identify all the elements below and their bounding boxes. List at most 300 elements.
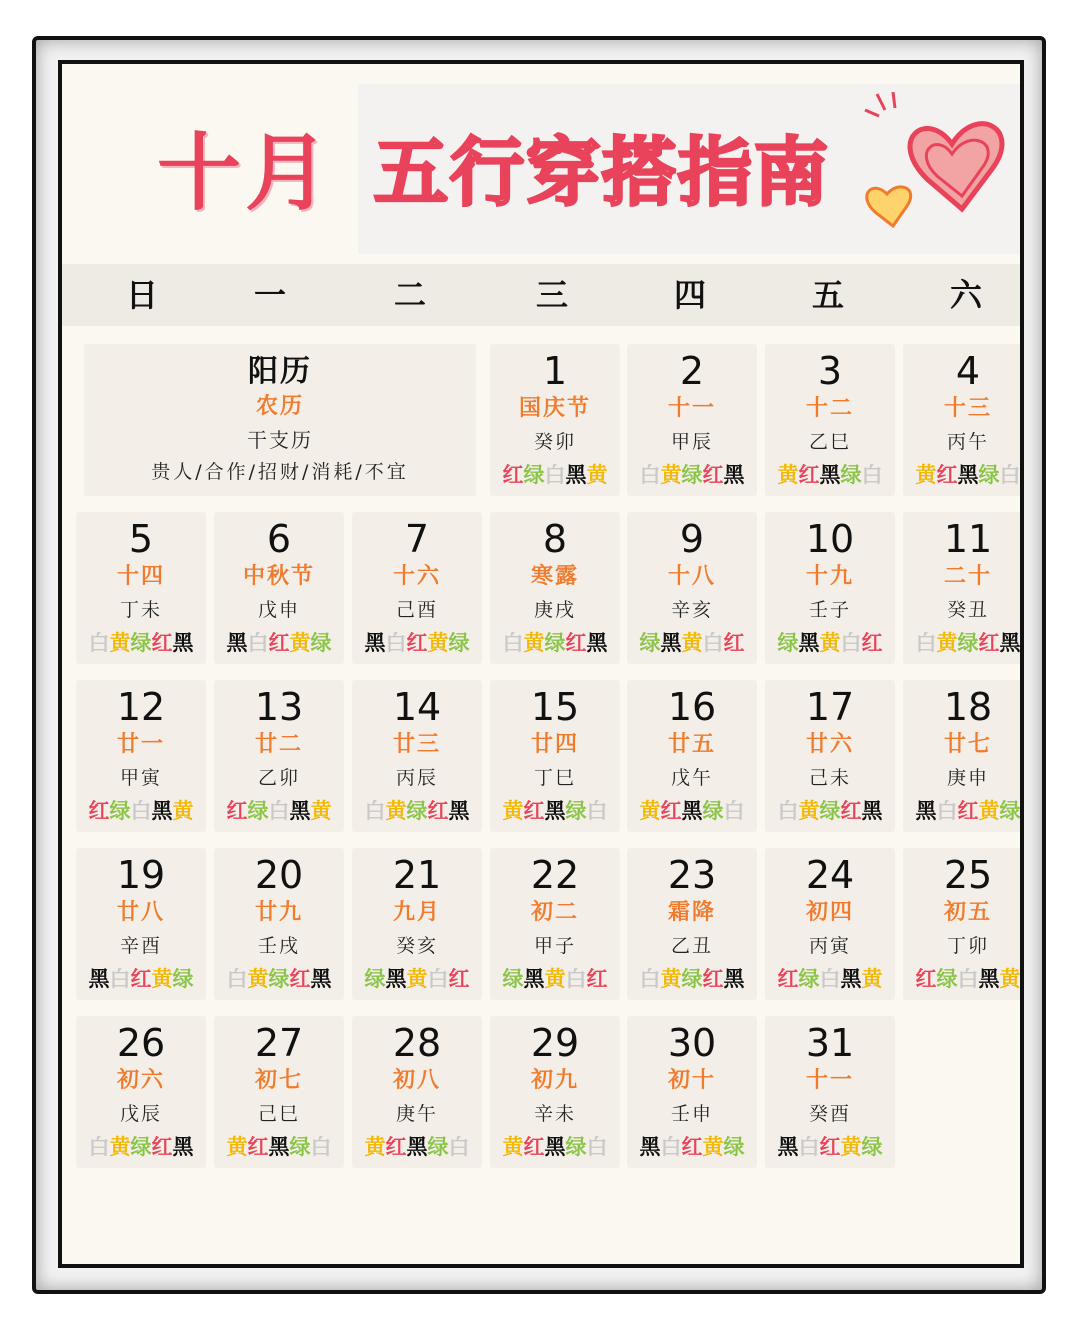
legend-lunar: 农历 xyxy=(255,394,304,419)
ganzhi-date: 甲辰 xyxy=(670,431,713,453)
lunar-date: 十八 xyxy=(667,564,716,589)
lunar-date: 九月 xyxy=(392,900,441,925)
day-cell xyxy=(76,848,206,1000)
color-swatch-label: 白 xyxy=(861,463,883,487)
color-swatch-label: 黄 xyxy=(936,631,958,655)
color-swatch-label: 黑 xyxy=(660,631,682,655)
color-swatch-label: 黄 xyxy=(840,1135,862,1159)
color-swatch-label: 绿 xyxy=(723,1135,745,1159)
outfit-colors xyxy=(903,628,1024,658)
day-cell xyxy=(214,512,344,664)
color-swatch-label: 绿 xyxy=(310,631,332,655)
title-band xyxy=(62,64,1020,254)
day-number: 13 xyxy=(254,685,304,729)
color-swatch-label: 黑 xyxy=(544,1135,566,1159)
color-swatch-label: 黄 xyxy=(406,967,428,991)
color-swatch-label: 黑 xyxy=(448,799,470,823)
color-swatch-label: 黄 xyxy=(502,1135,524,1159)
ganzhi-date: 癸酉 xyxy=(808,1103,851,1125)
color-swatch-label: 绿 xyxy=(639,631,661,655)
day-number: 31 xyxy=(805,1021,855,1065)
day-cell xyxy=(214,1016,344,1168)
color-swatch-label: 绿 xyxy=(427,1135,449,1159)
day-number: 18 xyxy=(943,685,993,729)
day-number: 7 xyxy=(404,517,430,561)
outfit-colors xyxy=(765,796,895,826)
day-number: 6 xyxy=(266,517,292,561)
ganzhi-date: 辛亥 xyxy=(670,599,713,621)
day-number: 15 xyxy=(530,685,580,729)
color-swatch-label: 黑 xyxy=(268,1135,290,1159)
day-cell xyxy=(903,344,1024,496)
color-swatch-label: 黄 xyxy=(915,463,937,487)
outfit-colors xyxy=(490,460,620,490)
color-swatch-label: 绿 xyxy=(109,799,131,823)
day-cell xyxy=(627,344,757,496)
outfit-colors xyxy=(490,796,620,826)
day-number: 3 xyxy=(817,349,843,393)
day-number: 29 xyxy=(530,1021,580,1065)
ganzhi-date: 甲寅 xyxy=(119,767,162,789)
day-cell xyxy=(765,512,895,664)
outfit-colors xyxy=(765,628,895,658)
ganzhi-date: 癸丑 xyxy=(946,599,989,621)
color-swatch-label: 黄 xyxy=(310,799,332,823)
day-number: 25 xyxy=(943,853,993,897)
ganzhi-date: 庚戌 xyxy=(533,599,576,621)
color-swatch-label: 绿 xyxy=(565,1135,587,1159)
color-swatch-label: 绿 xyxy=(406,799,428,823)
color-swatch-label: 黑 xyxy=(544,799,566,823)
color-swatch-label: 红 xyxy=(151,1135,173,1159)
color-swatch-label: 黄 xyxy=(427,631,449,655)
color-swatch-label: 红 xyxy=(247,1135,269,1159)
color-swatch-label: 白 xyxy=(88,1135,110,1159)
day-number: 2 xyxy=(679,349,705,393)
lunar-date: 廿二 xyxy=(254,732,303,757)
ganzhi-date: 戊申 xyxy=(257,599,300,621)
weekday-sat: 六 xyxy=(949,276,982,314)
color-swatch-label: 黑 xyxy=(798,631,820,655)
color-swatch-label: 黄 xyxy=(544,967,566,991)
color-swatch-label: 黄 xyxy=(999,967,1021,991)
color-swatch-label: 黑 xyxy=(226,631,248,655)
day-cell xyxy=(627,680,757,832)
lunar-date: 霜降 xyxy=(667,900,716,925)
day-cell xyxy=(490,512,620,664)
ganzhi-date: 己酉 xyxy=(395,599,438,621)
color-swatch-label: 绿 xyxy=(247,799,269,823)
legend-cell xyxy=(84,344,476,496)
color-swatch-label: 白 xyxy=(268,799,290,823)
day-number: 1 xyxy=(542,349,568,393)
lunar-date: 廿八 xyxy=(116,900,165,925)
outfit-colors xyxy=(76,964,206,994)
day-cell xyxy=(627,1016,757,1168)
day-cell xyxy=(903,848,1024,1000)
color-swatch-label: 黑 xyxy=(957,463,979,487)
color-swatch-label: 白 xyxy=(586,1135,608,1159)
color-swatch-label: 绿 xyxy=(502,967,524,991)
ganzhi-date: 辛未 xyxy=(533,1103,576,1125)
color-swatch-label: 红 xyxy=(151,631,173,655)
ganzhi-date: 戊辰 xyxy=(119,1103,162,1125)
outfit-colors xyxy=(76,796,206,826)
day-number: 23 xyxy=(667,853,717,897)
color-swatch-label: 白 xyxy=(936,799,958,823)
lunar-date: 初十 xyxy=(667,1068,716,1093)
outfit-colors xyxy=(214,964,344,994)
lunar-date: 初二 xyxy=(530,900,579,925)
color-swatch-label: 白 xyxy=(109,967,131,991)
lunar-date: 初五 xyxy=(943,900,992,925)
color-swatch-label: 红 xyxy=(723,631,745,655)
color-swatch-label: 白 xyxy=(310,1135,332,1159)
day-cell xyxy=(490,848,620,1000)
outfit-colors xyxy=(903,460,1024,490)
day-cell xyxy=(352,680,482,832)
color-swatch-label: 绿 xyxy=(565,799,587,823)
color-swatch-label: 白 xyxy=(798,1135,820,1159)
ganzhi-date: 戊午 xyxy=(670,767,713,789)
color-swatch-label: 黑 xyxy=(364,631,386,655)
day-number: 8 xyxy=(542,517,568,561)
color-swatch-label: 绿 xyxy=(681,463,703,487)
day-number: 21 xyxy=(392,853,442,897)
day-cell xyxy=(490,344,620,496)
day-number: 9 xyxy=(679,517,705,561)
ganzhi-date: 辛酉 xyxy=(119,935,162,957)
color-swatch-label: 黄 xyxy=(660,463,682,487)
ganzhi-date: 丙寅 xyxy=(808,935,851,957)
color-swatch-label: 绿 xyxy=(448,631,470,655)
lunar-date: 国庆节 xyxy=(518,396,591,421)
day-number: 16 xyxy=(667,685,717,729)
color-swatch-label: 黑 xyxy=(978,967,1000,991)
day-number: 11 xyxy=(943,517,993,561)
color-swatch-label: 红 xyxy=(523,1135,545,1159)
day-cell xyxy=(214,680,344,832)
color-swatch-label: 绿 xyxy=(172,967,194,991)
heart-icon xyxy=(857,84,1017,234)
calendar-page xyxy=(58,60,1024,1268)
color-swatch-label: 黄 xyxy=(777,463,799,487)
outfit-colors xyxy=(903,964,1024,994)
color-swatch-label: 白 xyxy=(723,799,745,823)
outfit-colors xyxy=(627,628,757,658)
day-cell xyxy=(627,848,757,1000)
lunar-date: 廿七 xyxy=(943,732,992,757)
outfit-colors xyxy=(490,964,620,994)
color-swatch-label: 黄 xyxy=(226,1135,248,1159)
outfit-colors xyxy=(352,628,482,658)
color-swatch-label: 绿 xyxy=(936,967,958,991)
color-swatch-label: 绿 xyxy=(957,631,979,655)
color-swatch-label: 白 xyxy=(385,631,407,655)
day-number: 26 xyxy=(116,1021,166,1065)
day-number: 5 xyxy=(128,517,154,561)
lunar-date: 廿六 xyxy=(805,732,854,757)
color-swatch-label: 绿 xyxy=(861,1135,883,1159)
weekday-thu: 四 xyxy=(673,276,706,314)
color-swatch-label: 黄 xyxy=(702,1135,724,1159)
color-swatch-label: 红 xyxy=(130,967,152,991)
ganzhi-date: 丁巳 xyxy=(533,767,576,789)
ganzhi-date: 壬子 xyxy=(808,599,851,621)
day-cell xyxy=(76,680,206,832)
color-swatch-label: 白 xyxy=(702,631,724,655)
page-title: 五行穿搭指南 xyxy=(374,130,830,216)
color-swatch-label: 黄 xyxy=(639,799,661,823)
color-swatch-label: 绿 xyxy=(130,1135,152,1159)
color-swatch-label: 红 xyxy=(915,967,937,991)
day-number: 22 xyxy=(530,853,580,897)
color-swatch-label: 红 xyxy=(798,463,820,487)
ganzhi-date: 丁卯 xyxy=(946,935,989,957)
color-swatch-label: 红 xyxy=(978,631,1000,655)
color-swatch-label: 红 xyxy=(448,967,470,991)
ganzhi-date: 乙丑 xyxy=(670,935,713,957)
color-swatch-label: 红 xyxy=(268,631,290,655)
color-swatch-label: 黑 xyxy=(385,967,407,991)
color-swatch-label: 绿 xyxy=(777,631,799,655)
outfit-colors xyxy=(765,964,895,994)
color-swatch-label: 黄 xyxy=(289,631,311,655)
day-cell xyxy=(765,680,895,832)
lunar-date: 初四 xyxy=(805,900,854,925)
outfit-colors xyxy=(903,796,1024,826)
legend-ganzhi: 干支历 xyxy=(247,428,313,452)
color-swatch-label: 黑 xyxy=(999,631,1021,655)
color-swatch-label: 绿 xyxy=(978,463,1000,487)
ganzhi-date: 壬戌 xyxy=(257,935,300,957)
color-swatch-label: 红 xyxy=(226,799,248,823)
month-title: 十月 xyxy=(157,124,334,222)
outfit-colors xyxy=(76,1132,206,1162)
day-number: 20 xyxy=(254,853,304,897)
color-swatch-label: 黑 xyxy=(819,463,841,487)
color-swatch-label: 红 xyxy=(406,631,428,655)
color-swatch-label: 黄 xyxy=(798,799,820,823)
color-swatch-label: 黑 xyxy=(523,967,545,991)
color-swatch-label: 绿 xyxy=(544,631,566,655)
color-swatch-label: 黄 xyxy=(502,799,524,823)
color-swatch-label: 黑 xyxy=(861,799,883,823)
color-swatch-label: 红 xyxy=(660,799,682,823)
color-swatch-label: 白 xyxy=(448,1135,470,1159)
day-cell xyxy=(352,512,482,664)
day-cell xyxy=(214,848,344,1000)
day-cell xyxy=(490,680,620,832)
day-number: 12 xyxy=(116,685,166,729)
color-swatch-label: 黑 xyxy=(639,1135,661,1159)
outfit-colors xyxy=(352,964,482,994)
color-swatch-label: 绿 xyxy=(681,967,703,991)
color-swatch-label: 绿 xyxy=(130,631,152,655)
color-swatch-label: 黄 xyxy=(109,631,131,655)
color-swatch-label: 黄 xyxy=(681,631,703,655)
ganzhi-date: 壬申 xyxy=(670,1103,713,1125)
color-swatch-label: 黄 xyxy=(247,967,269,991)
color-swatch-label: 黑 xyxy=(172,631,194,655)
lunar-date: 廿四 xyxy=(530,732,579,757)
outfit-colors xyxy=(214,796,344,826)
color-swatch-label: 黑 xyxy=(310,967,332,991)
ganzhi-date: 己巳 xyxy=(257,1103,300,1125)
color-swatch-label: 红 xyxy=(819,1135,841,1159)
day-number: 4 xyxy=(955,349,981,393)
legend-solar: 阳历 xyxy=(248,354,312,389)
color-swatch-label: 白 xyxy=(565,967,587,991)
day-cell xyxy=(903,512,1024,664)
lunar-date: 寒露 xyxy=(530,564,579,589)
day-cell xyxy=(765,344,895,496)
color-swatch-label: 黄 xyxy=(523,631,545,655)
outfit-colors xyxy=(627,460,757,490)
ganzhi-date: 丙辰 xyxy=(395,767,438,789)
color-swatch-label: 白 xyxy=(586,799,608,823)
day-cell xyxy=(490,1016,620,1168)
day-number: 30 xyxy=(667,1021,717,1065)
outfit-colors xyxy=(490,628,620,658)
color-swatch-label: 红 xyxy=(427,799,449,823)
color-swatch-label: 白 xyxy=(777,799,799,823)
color-swatch-label: 白 xyxy=(544,463,566,487)
color-swatch-label: 黄 xyxy=(364,1135,386,1159)
color-swatch-label: 白 xyxy=(957,967,979,991)
day-number: 10 xyxy=(805,517,855,561)
color-swatch-label: 黑 xyxy=(723,967,745,991)
color-swatch-label: 红 xyxy=(840,799,862,823)
ganzhi-date: 癸亥 xyxy=(395,935,438,957)
color-swatch-label: 黑 xyxy=(840,967,862,991)
weekday-mon: 一 xyxy=(253,276,286,314)
color-swatch-label: 红 xyxy=(702,967,724,991)
lunar-date: 十九 xyxy=(805,564,854,589)
day-number: 24 xyxy=(805,853,855,897)
day-number: 17 xyxy=(805,685,855,729)
color-swatch-label: 白 xyxy=(840,631,862,655)
color-swatch-label: 黄 xyxy=(660,967,682,991)
color-swatch-label: 红 xyxy=(88,799,110,823)
color-swatch-label: 红 xyxy=(385,1135,407,1159)
color-swatch-label: 黄 xyxy=(151,967,173,991)
color-swatch-label: 红 xyxy=(289,967,311,991)
lunar-date: 十一 xyxy=(805,1068,854,1093)
color-swatch-label: 黄 xyxy=(861,967,883,991)
color-swatch-label: 红 xyxy=(957,799,979,823)
color-swatch-label: 绿 xyxy=(364,967,386,991)
color-swatch-label: 红 xyxy=(681,1135,703,1159)
color-swatch-label: 红 xyxy=(702,463,724,487)
color-swatch-label: 绿 xyxy=(999,799,1021,823)
day-number: 27 xyxy=(254,1021,304,1065)
color-swatch-label: 白 xyxy=(819,967,841,991)
color-swatch-label: 黄 xyxy=(978,799,1000,823)
color-swatch-label: 红 xyxy=(777,967,799,991)
day-cell xyxy=(903,680,1024,832)
color-swatch-label: 白 xyxy=(915,631,937,655)
outfit-colors xyxy=(352,796,482,826)
color-swatch-label: 白 xyxy=(364,799,386,823)
weekday-header xyxy=(62,264,1020,326)
color-swatch-label: 黄 xyxy=(172,799,194,823)
outfit-colors xyxy=(490,1132,620,1162)
day-number: 14 xyxy=(392,685,442,729)
color-swatch-label: 红 xyxy=(936,463,958,487)
color-swatch-label: 绿 xyxy=(289,1135,311,1159)
lunar-date: 十四 xyxy=(116,564,165,589)
day-cell xyxy=(76,1016,206,1168)
day-cell xyxy=(627,512,757,664)
day-cell xyxy=(76,512,206,664)
color-swatch-label: 绿 xyxy=(268,967,290,991)
ganzhi-date: 己未 xyxy=(808,767,851,789)
outfit-colors xyxy=(627,1132,757,1162)
color-swatch-label: 白 xyxy=(639,463,661,487)
outfit-colors xyxy=(627,964,757,994)
ganzhi-date: 癸卯 xyxy=(533,431,576,453)
ganzhi-date: 丁未 xyxy=(119,599,162,621)
ganzhi-date: 庚午 xyxy=(395,1103,438,1125)
color-swatch-label: 绿 xyxy=(702,799,724,823)
color-swatch-label: 红 xyxy=(586,967,608,991)
legend-categories: 贵人/合作/招财/消耗/不宜 xyxy=(151,461,409,483)
day-cell xyxy=(352,848,482,1000)
color-swatch-label: 黑 xyxy=(586,631,608,655)
lunar-date: 十二 xyxy=(805,396,854,421)
color-swatch-label: 绿 xyxy=(840,463,862,487)
day-cell xyxy=(765,1016,895,1168)
color-swatch-label: 红 xyxy=(565,631,587,655)
color-swatch-label: 白 xyxy=(88,631,110,655)
lunar-date: 廿五 xyxy=(667,732,716,757)
color-swatch-label: 白 xyxy=(247,631,269,655)
color-swatch-label: 黑 xyxy=(565,463,587,487)
outfit-colors xyxy=(627,796,757,826)
color-swatch-label: 黄 xyxy=(385,799,407,823)
ganzhi-date: 甲子 xyxy=(533,935,576,957)
color-swatch-label: 黑 xyxy=(289,799,311,823)
color-swatch-label: 黄 xyxy=(109,1135,131,1159)
color-swatch-label: 黑 xyxy=(172,1135,194,1159)
color-swatch-label: 黑 xyxy=(777,1135,799,1159)
color-swatch-label: 红 xyxy=(861,631,883,655)
lunar-date: 十一 xyxy=(667,396,716,421)
lunar-date: 廿三 xyxy=(392,732,441,757)
lunar-date: 初八 xyxy=(392,1068,441,1093)
ganzhi-date: 乙巳 xyxy=(808,431,851,453)
color-swatch-label: 白 xyxy=(660,1135,682,1159)
weekday-fri: 五 xyxy=(811,276,844,314)
ganzhi-date: 乙卯 xyxy=(257,767,300,789)
color-swatch-label: 白 xyxy=(130,799,152,823)
weekday-tue: 二 xyxy=(393,276,426,314)
color-swatch-label: 黑 xyxy=(406,1135,428,1159)
outfit-colors xyxy=(76,628,206,658)
lunar-date: 初六 xyxy=(116,1068,165,1093)
color-swatch-label: 白 xyxy=(999,463,1021,487)
lunar-date: 初九 xyxy=(530,1068,579,1093)
lunar-date: 二十 xyxy=(943,564,992,589)
lunar-date: 十六 xyxy=(392,564,441,589)
outfit-colors xyxy=(765,1132,895,1162)
lunar-date: 初七 xyxy=(254,1068,303,1093)
color-swatch-label: 红 xyxy=(523,799,545,823)
color-swatch-label: 绿 xyxy=(523,463,545,487)
color-swatch-label: 白 xyxy=(502,631,524,655)
outfit-colors xyxy=(352,1132,482,1162)
